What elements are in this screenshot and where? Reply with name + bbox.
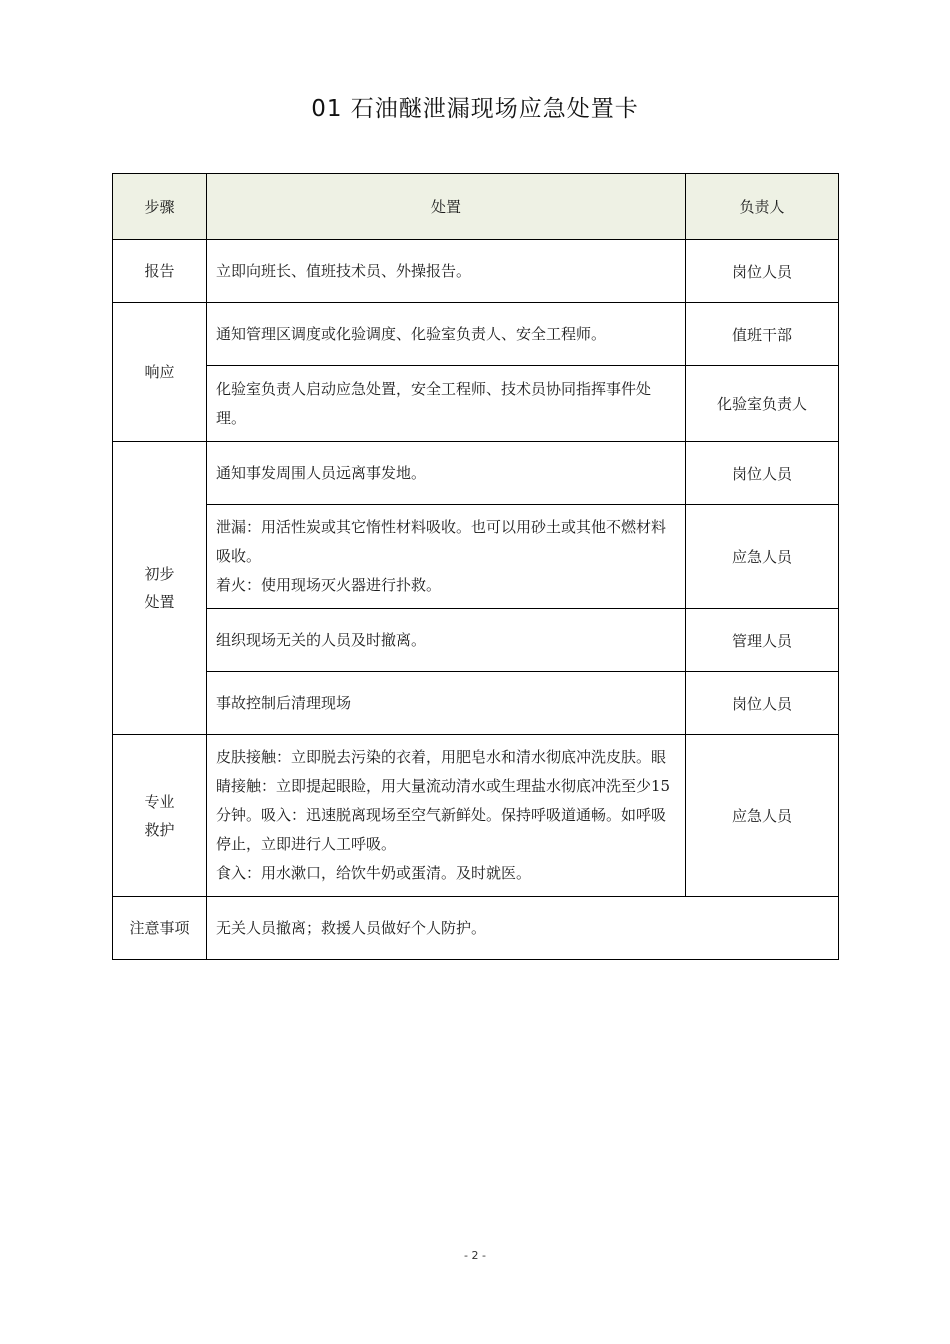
- table-row: [113, 735, 839, 897]
- step-cell-response: 响应: [113, 303, 207, 442]
- step-label-line: 初步: [144, 565, 175, 583]
- action-line: 泄漏：用活性炭或其它惰性材料吸收。也可以用砂土或其他不燃材料吸收。: [216, 518, 667, 565]
- emergency-procedure-table: [112, 173, 839, 960]
- header-action: 处置: [207, 174, 686, 240]
- table-row: [113, 505, 839, 609]
- action-cell: 通知管理区调度或化验调度、化验室负责人、安全工程师。: [207, 303, 686, 366]
- table-row: [113, 897, 839, 960]
- owner-cell: 值班干部: [686, 303, 839, 366]
- table-row: [113, 366, 839, 442]
- table-header-row: [113, 174, 839, 240]
- owner-cell: 应急人员: [686, 505, 839, 609]
- action-line: 着火：使用现场灭火器进行扑救。: [216, 576, 442, 594]
- action-cell: 通知事发周围人员远离事发地。: [207, 442, 686, 505]
- step-cell-notes: 注意事项: [113, 897, 207, 960]
- owner-cell: 岗位人员: [686, 672, 839, 735]
- action-cell: [207, 735, 686, 897]
- action-cell: 化验室负责人启动应急处置，安全工程师、技术员协同指挥事件处理。: [207, 366, 686, 442]
- action-line: 食入：用水漱口，给饮牛奶或蛋清。及时就医。: [216, 864, 532, 882]
- step-cell-report: 报告: [113, 240, 207, 303]
- owner-cell: 应急人员: [686, 735, 839, 897]
- table-row: [113, 609, 839, 672]
- step-label-line: 处置: [144, 593, 175, 611]
- owner-cell: 管理人员: [686, 609, 839, 672]
- step-label-line: 救护: [144, 820, 175, 839]
- table-row: [113, 672, 839, 735]
- header-step: 步骤: [113, 174, 207, 240]
- action-cell: [207, 505, 686, 609]
- step-cell-professional-aid: [113, 735, 207, 897]
- step-cell-initial-response: [113, 442, 207, 735]
- table-row: [113, 240, 839, 303]
- page-number: - 2 -: [464, 1249, 486, 1262]
- action-cell: 事故控制后清理现场: [207, 672, 686, 735]
- table-row: [113, 303, 839, 366]
- owner-cell: 化验室负责人: [686, 366, 839, 442]
- header-owner: 负责人: [686, 174, 839, 240]
- action-cell: 组织现场无关的人员及时撤离。: [207, 609, 686, 672]
- owner-cell: 岗位人员: [686, 240, 839, 303]
- owner-cell: 岗位人员: [686, 442, 839, 505]
- action-line: 皮肤接触：立即脱去污染的衣着，用肥皂水和清水彻底冲洗皮肤。眼睛接触：立即提起眼睑，用大量流动清水或生理盐水彻底冲洗至少15分钟。吸入：迅速脱离现场至空气新鲜处。保持呼吸道通畅。如呼吸停止，立即进行人工呼吸。: [216, 748, 671, 853]
- action-cell: 立即向班长、值班技术员、外操报告。: [207, 240, 686, 303]
- table-row: [113, 442, 839, 505]
- notes-cell: 无关人员撤离；救援人员做好个人防护。: [207, 897, 839, 960]
- page-title: 01 石油醚泄漏现场应急处置卡: [311, 96, 639, 122]
- step-label-line: 专业: [144, 792, 175, 811]
